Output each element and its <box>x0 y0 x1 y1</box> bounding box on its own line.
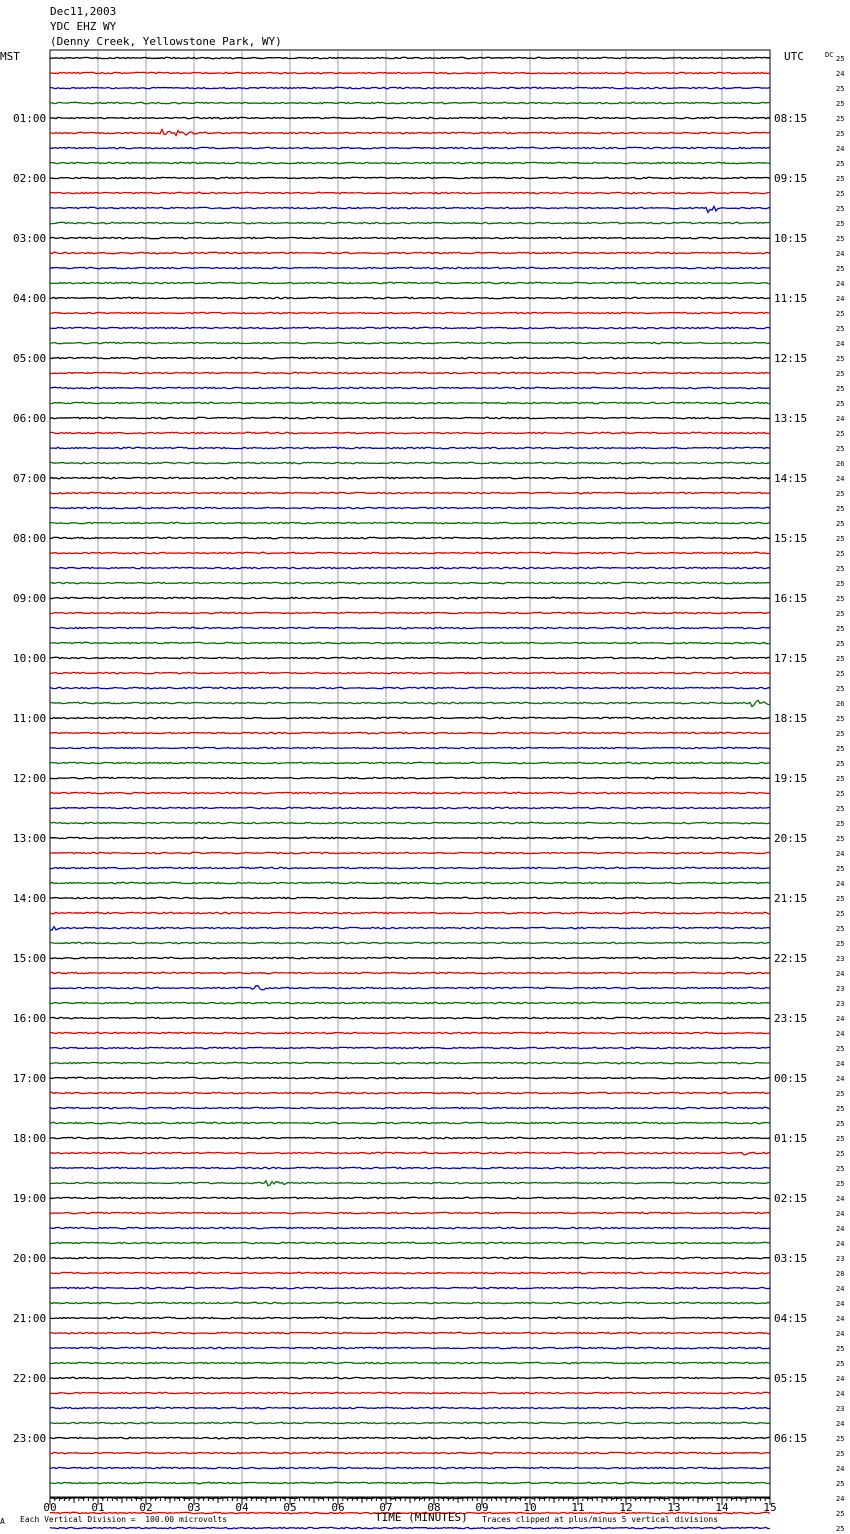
seismic-trace <box>50 1482 770 1483</box>
left-hour-label: 23:00 <box>13 1432 47 1445</box>
dc-value: 23 <box>836 985 845 993</box>
dc-value: 24 <box>836 1015 845 1023</box>
dc-value: 24 <box>836 1420 845 1428</box>
seismic-trace <box>50 1377 770 1378</box>
dc-value: 23 <box>836 1255 845 1263</box>
seismic-trace <box>50 1227 770 1228</box>
dc-value: 25 <box>836 265 845 273</box>
dc-value: 25 <box>836 715 845 723</box>
left-hour-label: 02:00 <box>13 172 47 185</box>
seismic-trace <box>50 237 770 238</box>
seismic-trace <box>50 72 770 73</box>
dc-value: 24 <box>836 1465 845 1473</box>
seismic-trace <box>50 1287 770 1288</box>
dc-value: 25 <box>836 1150 845 1158</box>
seismic-trace <box>50 297 770 298</box>
seismic-trace <box>50 417 770 418</box>
seismic-trace <box>50 1467 770 1468</box>
seismic-trace <box>50 717 770 718</box>
seismic-trace <box>50 117 770 118</box>
right-hour-label: 14:15 <box>774 472 808 485</box>
seismic-trace <box>50 1017 770 1018</box>
right-hour-label: 08:15 <box>774 112 808 125</box>
dc-value: 24 <box>836 850 845 858</box>
dc-value: 25 <box>836 760 845 768</box>
seismic-trace <box>50 972 770 973</box>
left-hour-label: 06:00 <box>13 412 47 425</box>
seismic-trace <box>50 477 770 478</box>
seismic-trace <box>50 312 770 313</box>
dc-value: 28 <box>836 1270 845 1278</box>
dc-value: 25 <box>836 130 845 138</box>
dc-value: 24 <box>836 880 845 888</box>
right-hour-label: 20:15 <box>774 832 808 845</box>
right-hour-label: 19:15 <box>774 772 808 785</box>
seismic-trace <box>50 912 770 913</box>
dc-value: 24 <box>836 295 845 303</box>
right-hour-label: 01:15 <box>774 1132 808 1145</box>
right-hour-label: 05:15 <box>774 1372 808 1385</box>
dc-value: 25 <box>836 940 845 948</box>
dc-value: 25 <box>836 1510 845 1518</box>
left-hour-label: 04:00 <box>13 292 47 305</box>
dc-value: 24 <box>836 280 845 288</box>
seismic-trace <box>50 1077 770 1078</box>
dc-value: 25 <box>836 820 845 828</box>
seismic-trace <box>50 627 770 628</box>
seismic-trace <box>50 402 770 403</box>
left-hour-label: 21:00 <box>13 1312 47 1325</box>
right-hour-label: 22:15 <box>774 952 808 965</box>
seismic-trace <box>50 747 770 748</box>
dc-value: 25 <box>836 85 845 93</box>
left-hour-label: 12:00 <box>13 772 47 785</box>
seismic-trace <box>50 807 770 808</box>
seismic-trace <box>50 852 770 853</box>
left-hour-label: 18:00 <box>13 1132 47 1145</box>
seismic-trace <box>50 1062 770 1063</box>
dc-value: 24 <box>836 1285 845 1293</box>
dc-value: 25 <box>836 625 845 633</box>
seismic-trace <box>50 177 770 178</box>
dc-value: 25 <box>836 1525 845 1533</box>
x-tick-label: 10 <box>523 1501 537 1514</box>
left-hour-label: 17:00 <box>13 1072 47 1085</box>
dc-value: 24 <box>836 1030 845 1038</box>
right-hour-label: 06:15 <box>774 1432 808 1445</box>
dc-value: 25 <box>836 580 845 588</box>
dc-value: 25 <box>836 790 845 798</box>
seismic-trace <box>50 657 770 658</box>
seismic-trace <box>50 492 770 493</box>
seismic-trace <box>50 1317 770 1318</box>
dc-value: 25 <box>836 445 845 453</box>
dc-value: 25 <box>836 490 845 498</box>
seismic-trace <box>50 1181 770 1186</box>
dc-value: 25 <box>836 1360 845 1368</box>
right-axis-timezone: UTC <box>784 50 804 63</box>
station-location: (Denny Creek, Yellowstone Park, WY) <box>50 35 282 48</box>
seismic-trace <box>50 1392 770 1393</box>
x-tick-label: 14 <box>715 1501 729 1514</box>
right-hour-label: 02:15 <box>774 1192 808 1205</box>
seismic-trace <box>50 1167 770 1168</box>
seismic-trace <box>50 942 770 943</box>
seismic-trace <box>50 1347 770 1348</box>
dc-value: 25 <box>836 1435 845 1443</box>
dc-value: 25 <box>836 745 845 753</box>
dc-value: 25 <box>836 670 845 678</box>
dc-value: 25 <box>836 565 845 573</box>
dc-value: 25 <box>836 1045 845 1053</box>
dc-value: 25 <box>836 175 845 183</box>
x-tick-label: 01 <box>91 1501 105 1514</box>
left-hour-label: 07:00 <box>13 472 47 485</box>
dc-value: 25 <box>836 385 845 393</box>
seismic-trace <box>50 567 770 568</box>
seismic-trace <box>50 762 770 763</box>
left-hour-label: 22:00 <box>13 1372 47 1385</box>
dc-value: 24 <box>836 70 845 78</box>
plot-date: Dec11,2003 <box>50 5 117 18</box>
dc-value: 25 <box>836 550 845 558</box>
left-hour-label: 19:00 <box>13 1192 47 1205</box>
left-hour-label: 11:00 <box>13 712 47 725</box>
dc-value: 25 <box>836 325 845 333</box>
x-tick-label: 07 <box>379 1501 393 1514</box>
right-hour-label: 04:15 <box>774 1312 808 1325</box>
right-hour-label: 23:15 <box>774 1012 808 1025</box>
seismic-trace <box>50 792 770 793</box>
seismic-trace <box>50 447 770 448</box>
seismic-trace <box>50 252 770 253</box>
seismic-trace <box>50 357 770 358</box>
seismic-trace <box>50 777 770 778</box>
dc-value: 25 <box>836 835 845 843</box>
left-hour-label: 05:00 <box>13 352 47 365</box>
dc-value: 25 <box>836 1345 845 1353</box>
dc-value: 24 <box>836 1060 845 1068</box>
right-hour-label: 12:15 <box>774 352 808 365</box>
seismic-trace <box>50 1362 770 1363</box>
seismic-trace <box>50 642 770 643</box>
seismic-trace <box>50 1107 770 1108</box>
dc-value: 25 <box>836 205 845 213</box>
dc-value: 25 <box>836 910 845 918</box>
dc-value: 25 <box>836 895 845 903</box>
left-hour-label: 16:00 <box>13 1012 47 1025</box>
dc-value: 24 <box>836 340 845 348</box>
left-hour-label: 08:00 <box>13 532 47 545</box>
dc-value: 25 <box>836 370 845 378</box>
right-hour-label: 00:15 <box>774 1072 808 1085</box>
seismic-trace <box>50 1242 770 1243</box>
dc-value: 24 <box>836 1315 845 1323</box>
left-hour-label: 01:00 <box>13 112 47 125</box>
x-tick-label: 09 <box>475 1501 489 1514</box>
left-hour-label: 03:00 <box>13 232 47 245</box>
dc-value: 25 <box>836 1180 845 1188</box>
right-hour-label: 16:15 <box>774 592 808 605</box>
seismic-trace <box>50 1452 770 1453</box>
seismic-trace <box>50 732 770 733</box>
x-tick-label: 05 <box>283 1501 297 1514</box>
left-hour-label: 20:00 <box>13 1252 47 1265</box>
x-tick-label: 00 <box>43 1501 57 1514</box>
dc-value: 23 <box>836 1000 845 1008</box>
dc-value: 24 <box>836 1390 845 1398</box>
x-tick-label: 04 <box>235 1501 249 1514</box>
seismic-trace <box>50 672 770 673</box>
seismic-trace <box>50 147 770 148</box>
seismic-trace <box>50 537 770 538</box>
seismic-trace <box>50 507 770 508</box>
x-tick-label: 06 <box>331 1501 345 1514</box>
dc-value: 25 <box>836 115 845 123</box>
seismic-trace <box>50 1197 770 1198</box>
seismic-trace <box>50 522 770 523</box>
dc-value: 24 <box>836 250 845 258</box>
seismic-trace <box>50 552 770 553</box>
x-tick-label: 15 <box>763 1501 777 1514</box>
dc-value: 25 <box>836 520 845 528</box>
right-hour-label: 11:15 <box>774 292 808 305</box>
dc-value: 25 <box>836 505 845 513</box>
dc-value: 24 <box>836 1300 845 1308</box>
corner-mark: A <box>0 1517 5 1526</box>
dc-value: 24 <box>836 475 845 483</box>
clip-note: Traces clipped at plus/minus 5 vertical divisions <box>482 1515 719 1524</box>
dc-value: 25 <box>836 220 845 228</box>
left-hour-label: 10:00 <box>13 652 47 665</box>
seismic-trace <box>50 387 770 388</box>
dc-value: 25 <box>836 1120 845 1128</box>
seismic-trace <box>50 342 770 343</box>
left-hour-label: 09:00 <box>13 592 47 605</box>
seismic-trace <box>50 927 770 931</box>
x-tick-label: 11 <box>571 1501 585 1514</box>
dc-value: 24 <box>836 1195 845 1203</box>
dc-value: 24 <box>836 1495 845 1503</box>
seismic-trace <box>50 1212 770 1213</box>
dc-value: 25 <box>836 610 845 618</box>
left-hour-label: 15:00 <box>13 952 47 965</box>
seismic-trace <box>50 282 770 283</box>
dc-value: 25 <box>836 640 845 648</box>
seismic-trace <box>50 986 770 990</box>
seismic-trace <box>50 612 770 613</box>
x-tick-label: 12 <box>619 1501 633 1514</box>
dc-value: 25 <box>836 1165 845 1173</box>
dc-value: 25 <box>836 1135 845 1143</box>
x-tick-label: 08 <box>427 1501 441 1514</box>
dc-value: 24 <box>836 1225 845 1233</box>
right-hour-label: 15:15 <box>774 532 808 545</box>
seismic-trace <box>50 822 770 823</box>
dc-value: 23 <box>836 955 845 963</box>
right-hour-label: 13:15 <box>774 412 808 425</box>
seismic-trace <box>50 206 770 212</box>
seismic-trace <box>50 837 770 838</box>
x-axis-title: TIME (MINUTES) <box>375 1511 468 1524</box>
seismic-trace <box>50 1422 770 1423</box>
seismic-trace <box>50 192 770 193</box>
seismic-trace <box>50 462 770 463</box>
left-axis-timezone: MST <box>0 50 20 63</box>
dc-value: 24 <box>836 1375 845 1383</box>
seismic-trace <box>50 372 770 373</box>
dc-value: 25 <box>836 535 845 543</box>
right-hour-label: 03:15 <box>774 1252 808 1265</box>
dc-value: 24 <box>836 145 845 153</box>
seismic-trace <box>50 700 770 706</box>
dc-value: 23 <box>836 1405 845 1413</box>
seismic-trace <box>50 87 770 88</box>
dc-column-label: DC <box>825 51 834 59</box>
station-code: YDC EHZ WY <box>50 20 117 33</box>
seismic-trace <box>50 1152 770 1155</box>
seismic-trace <box>50 1122 770 1123</box>
dc-value: 25 <box>836 730 845 738</box>
dc-value: 25 <box>836 595 845 603</box>
dc-value: 25 <box>836 430 845 438</box>
seismic-trace <box>50 327 770 328</box>
dc-value: 25 <box>836 190 845 198</box>
dc-value: 25 <box>836 805 845 813</box>
seismic-trace <box>50 57 770 58</box>
dc-value: 25 <box>836 355 845 363</box>
dc-value: 24 <box>836 1330 845 1338</box>
scale-note: Each Vertical Division = 100.00 microvolts <box>20 1515 228 1524</box>
seismic-trace <box>50 432 770 433</box>
dc-value: 25 <box>836 55 845 63</box>
dc-value: 24 <box>836 415 845 423</box>
right-hour-label: 21:15 <box>774 892 808 905</box>
seismic-trace <box>50 1527 770 1528</box>
dc-value: 25 <box>836 160 845 168</box>
seismic-trace <box>50 687 770 688</box>
dc-value: 24 <box>836 970 845 978</box>
seismic-trace <box>50 130 770 136</box>
seismic-trace <box>50 162 770 163</box>
seismic-trace <box>50 867 770 868</box>
right-hour-label: 18:15 <box>774 712 808 725</box>
dc-value: 25 <box>836 1480 845 1488</box>
seismic-trace <box>50 1302 770 1303</box>
dc-value: 25 <box>836 310 845 318</box>
dc-value: 25 <box>836 685 845 693</box>
seismic-trace <box>50 1032 770 1033</box>
dc-value: 25 <box>836 1090 845 1098</box>
seismic-trace <box>50 222 770 224</box>
dc-value: 25 <box>836 775 845 783</box>
seismic-trace <box>50 267 770 268</box>
dc-value: 25 <box>836 925 845 933</box>
dc-value: 26 <box>836 460 845 468</box>
x-tick-label: 13 <box>667 1501 681 1514</box>
seismic-trace <box>50 102 770 103</box>
dc-value: 24 <box>836 1240 845 1248</box>
right-hour-label: 09:15 <box>774 172 808 185</box>
seismic-trace <box>50 597 770 598</box>
seismic-trace <box>50 1437 770 1438</box>
seismic-trace <box>50 1332 770 1333</box>
dc-value: 26 <box>836 700 845 708</box>
seismic-trace <box>50 882 770 883</box>
left-hour-label: 14:00 <box>13 892 47 905</box>
seismic-trace <box>50 582 770 583</box>
dc-value: 25 <box>836 400 845 408</box>
right-hour-label: 10:15 <box>774 232 808 245</box>
dc-value: 25 <box>836 235 845 243</box>
seismic-trace <box>50 1092 770 1093</box>
seismic-trace <box>50 1137 770 1138</box>
seismic-trace <box>50 1047 770 1048</box>
x-tick-label: 03 <box>187 1501 201 1514</box>
seismic-trace <box>50 1407 770 1408</box>
dc-value: 25 <box>836 655 845 663</box>
seismic-trace <box>50 1257 770 1258</box>
seismic-trace <box>50 957 770 958</box>
seismic-trace <box>50 1002 770 1003</box>
dc-value: 25 <box>836 1450 845 1458</box>
x-tick-label: 02 <box>139 1501 153 1514</box>
dc-value: 24 <box>836 1210 845 1218</box>
dc-value: 25 <box>836 865 845 873</box>
dc-value: 24 <box>836 1075 845 1083</box>
seismic-trace <box>50 1272 770 1273</box>
right-hour-label: 17:15 <box>774 652 808 665</box>
left-hour-label: 13:00 <box>13 832 47 845</box>
dc-value: 25 <box>836 100 845 108</box>
dc-value: 25 <box>836 1105 845 1113</box>
seismic-trace <box>50 897 770 898</box>
